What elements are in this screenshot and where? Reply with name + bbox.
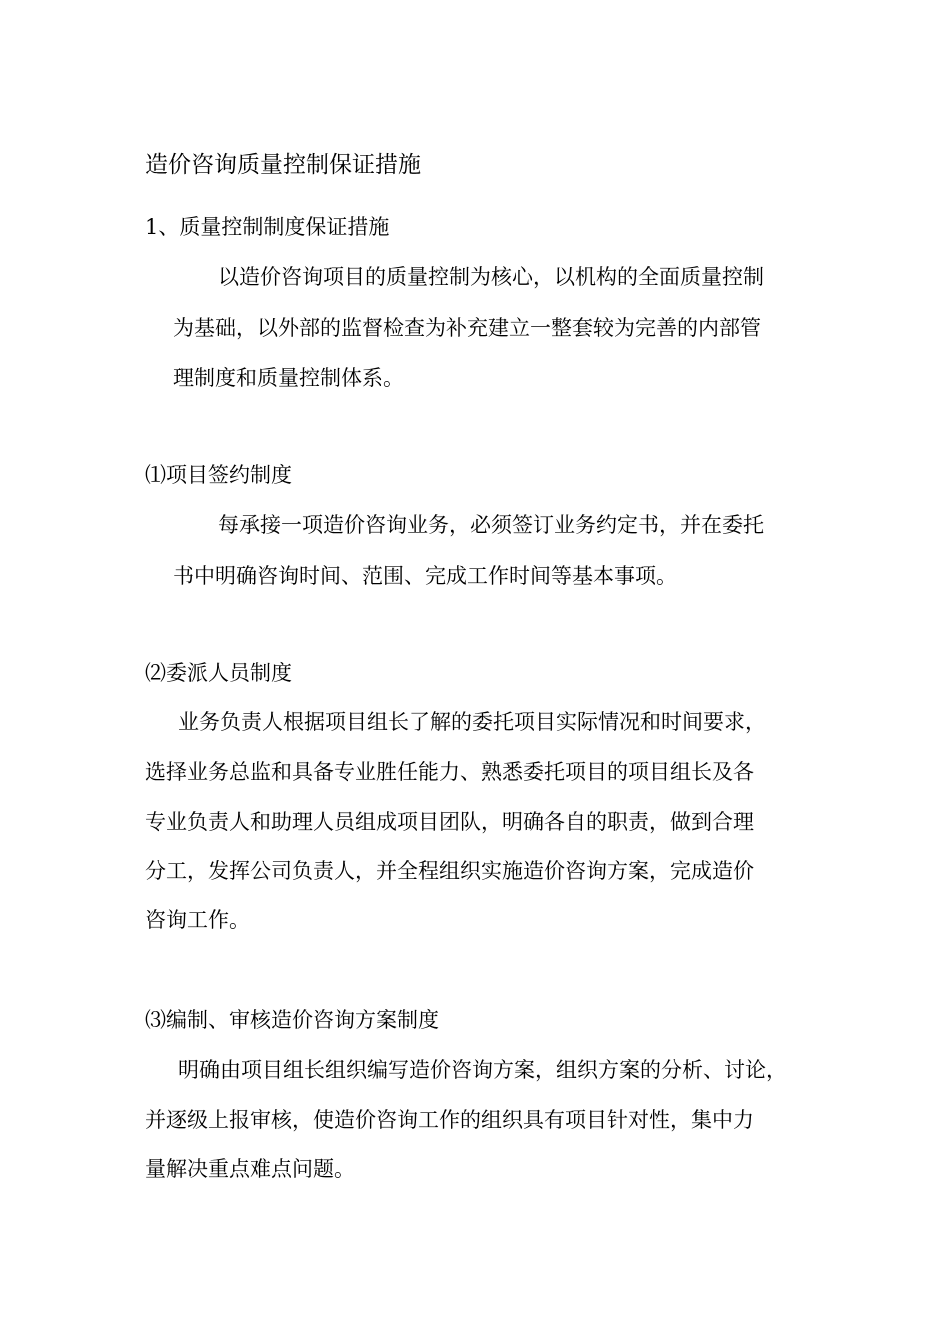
item-2-paragraph-line: 咨询工作。 — [145, 908, 250, 932]
item-3-heading: ⑶编制、审核造价咨询方案制度 — [145, 1008, 439, 1032]
item-3-paragraph-line: 明确由项目组长组织编写造价咨询方案，组织方案的分析、讨论， — [178, 1058, 787, 1082]
section-1-paragraph-line: 理制度和质量控制体系。 — [173, 366, 404, 390]
item-2-paragraph-line: 分工，发挥公司负责人，并全程组织实施造价咨询方案，完成造价 — [145, 859, 754, 883]
item-2-paragraph-line: 选择业务总监和具备专业胜任能力、熟悉委托项目的项目组长及各 — [145, 760, 754, 784]
item-3-paragraph-line: 量解决重点难点问题。 — [145, 1157, 355, 1181]
section-1-paragraph-line: 为基础，以外部的监督检查为补充建立一整套较为完善的内部管 — [173, 316, 761, 340]
section-1-heading: 1、质量控制制度保证措施 — [145, 215, 390, 239]
item-2-heading: ⑵委派人员制度 — [145, 661, 292, 685]
item-2-paragraph-line: 业务负责人根据项目组长了解的委托项目实际情况和时间要求， — [178, 710, 766, 734]
item-3-paragraph-line: 并逐级上报审核，使造价咨询工作的组织具有项目针对性，集中力 — [145, 1108, 754, 1132]
document-title: 造价咨询质量控制保证措施 — [145, 152, 421, 178]
item-2-paragraph-line: 专业负责人和助理人员组成项目团队，明确各自的职责，做到合理 — [145, 810, 754, 834]
item-1-heading: ⑴项目签约制度 — [145, 463, 292, 487]
section-1-paragraph-line: 以造价咨询项目的质量控制为核心，以机构的全面质量控制 — [218, 265, 764, 289]
item-1-paragraph-line: 书中明确咨询时间、范围、完成工作时间等基本事项。 — [173, 564, 677, 588]
item-1-paragraph-line: 每承接一项造价咨询业务，必须签订业务约定书，并在委托 — [218, 513, 764, 537]
